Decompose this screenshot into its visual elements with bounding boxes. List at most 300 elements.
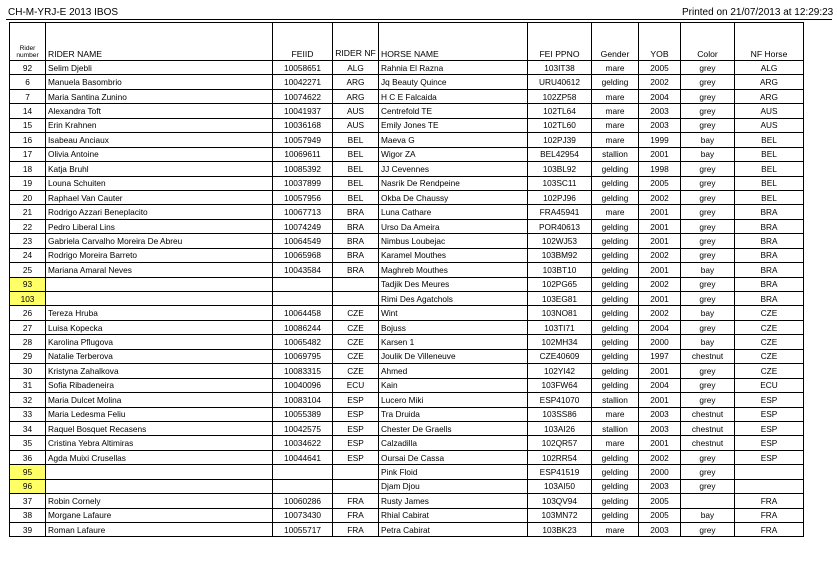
cell-feiid: 10067713 (273, 205, 333, 219)
cell-feiid: 10041937 (273, 104, 333, 118)
cell-color: grey (681, 162, 735, 176)
cell-color: chestnut (681, 349, 735, 363)
cell-rider-number: 18 (10, 162, 46, 176)
cell-rider-nf: BEL (333, 162, 379, 176)
table-row (10, 421, 804, 435)
cell-gender: mare (592, 133, 639, 147)
cell-fei-ppno: 103BM92 (528, 248, 592, 262)
cell-feiid: 10074249 (273, 219, 333, 233)
cell-nf-horse: BRA (735, 205, 804, 219)
table-row (10, 263, 804, 277)
cell-gender: mare (592, 104, 639, 118)
cell-gender: mare (592, 523, 639, 537)
cell-gender: stallion (592, 147, 639, 161)
cell-color: grey (681, 104, 735, 118)
cell-horse-name: Karsen 1 (379, 335, 528, 349)
cell-gender: gelding (592, 234, 639, 248)
cell-rider-name: Maria Dulcet Molina (46, 393, 273, 407)
cell-yob: 2004 (639, 378, 681, 392)
col-header-feiid: FEIID (273, 23, 333, 61)
cell-yob: 2001 (639, 436, 681, 450)
cell-gender: stallion (592, 393, 639, 407)
cell-horse-name: Centrefold TE (379, 104, 528, 118)
table-row (10, 104, 804, 118)
cell-rider-number: 14 (10, 104, 46, 118)
cell-nf-horse (735, 465, 804, 479)
table-row (10, 162, 804, 176)
cell-rider-nf: FRA (333, 523, 379, 537)
cell-feiid: 10069795 (273, 349, 333, 363)
cell-rider-number: 39 (10, 523, 46, 537)
cell-feiid: 10083315 (273, 364, 333, 378)
cell-gender: gelding (592, 277, 639, 291)
cell-yob: 2000 (639, 335, 681, 349)
cell-rider-nf: CZE (333, 349, 379, 363)
cell-nf-horse: ARG (735, 89, 804, 103)
cell-yob: 2002 (639, 248, 681, 262)
table-row (10, 320, 804, 334)
cell-feiid: 10060286 (273, 494, 333, 508)
cell-rider-name: Sofia Ribadeneira (46, 378, 273, 392)
table-body (10, 61, 804, 537)
cell-color: chestnut (681, 407, 735, 421)
cell-color: grey (681, 479, 735, 493)
cell-nf-horse: BEL (735, 190, 804, 204)
cell-feiid (273, 465, 333, 479)
cell-horse-name: Djam Djou (379, 479, 528, 493)
cell-rider-number: 19 (10, 176, 46, 190)
cell-nf-horse: FRA (735, 523, 804, 537)
cell-yob: 2003 (639, 104, 681, 118)
cell-horse-name: Okba De Chaussy (379, 190, 528, 204)
cell-nf-horse: BRA (735, 263, 804, 277)
cell-horse-name: Tra Druida (379, 407, 528, 421)
cell-rider-name: Karolina Pflugova (46, 335, 273, 349)
cell-rider-number: 35 (10, 436, 46, 450)
cell-fei-ppno: 103NO81 (528, 306, 592, 320)
cell-rider-name: Louna Schuiten (46, 176, 273, 190)
cell-rider-name: Rodrigo Azzari Beneplacito (46, 205, 273, 219)
cell-fei-ppno: BEL42954 (528, 147, 592, 161)
cell-horse-name: H C E Falcaida (379, 89, 528, 103)
cell-feiid: 10086244 (273, 320, 333, 334)
cell-horse-name: Petra Cabirat (379, 523, 528, 537)
cell-feiid: 10040096 (273, 378, 333, 392)
cell-yob: 2003 (639, 479, 681, 493)
cell-horse-name: Rimi Des Agatchols (379, 292, 528, 306)
cell-yob: 2002 (639, 277, 681, 291)
cell-rider-number: 16 (10, 133, 46, 147)
cell-nf-horse (735, 479, 804, 493)
table-row (10, 407, 804, 421)
col-header-color: Color (681, 23, 735, 61)
cell-color: grey (681, 234, 735, 248)
cell-rider-number: 23 (10, 234, 46, 248)
cell-nf-horse: BRA (735, 277, 804, 291)
col-header-rider-name: RIDER NAME (46, 23, 273, 61)
cell-nf-horse: CZE (735, 349, 804, 363)
cell-color: grey (681, 205, 735, 219)
cell-rider-name (46, 277, 273, 291)
cell-gender: gelding (592, 190, 639, 204)
cell-fei-ppno: 103IT38 (528, 61, 592, 75)
cell-rider-number: 22 (10, 219, 46, 233)
cell-rider-number: 28 (10, 335, 46, 349)
cell-fei-ppno: 103BK23 (528, 523, 592, 537)
cell-rider-nf: CZE (333, 320, 379, 334)
cell-fei-ppno: 102MH34 (528, 335, 592, 349)
cell-rider-name: Raquel Bosquet Recasens (46, 421, 273, 435)
cell-rider-name: Rodrigo Moreira Barreto (46, 248, 273, 262)
cell-gender: mare (592, 61, 639, 75)
cell-feiid: 10073430 (273, 508, 333, 522)
cell-rider-number: 33 (10, 407, 46, 421)
cell-color: bay (681, 147, 735, 161)
cell-nf-horse: BEL (735, 162, 804, 176)
table-row (10, 118, 804, 132)
col-header-fei-ppno: FEI PPNO (528, 23, 592, 61)
table-row (10, 190, 804, 204)
cell-rider-nf: ESP (333, 407, 379, 421)
cell-rider-name: Cristina Yebra Altimiras (46, 436, 273, 450)
col-header-nf-horse: NF Horse (735, 23, 804, 61)
cell-yob: 2003 (639, 523, 681, 537)
cell-horse-name: Rhial Cabirat (379, 508, 528, 522)
cell-yob: 2005 (639, 61, 681, 75)
cell-nf-horse: ESP (735, 436, 804, 450)
cell-rider-number: 34 (10, 421, 46, 435)
cell-fei-ppno: ESP41519 (528, 465, 592, 479)
cell-rider-number: 26 (10, 306, 46, 320)
cell-yob: 2001 (639, 263, 681, 277)
cell-rider-number: 20 (10, 190, 46, 204)
cell-fei-ppno: 103QV94 (528, 494, 592, 508)
cell-horse-name: Oursai De Cassa (379, 450, 528, 464)
cell-gender: gelding (592, 479, 639, 493)
cell-rider-name: Manuela Basombrio (46, 75, 273, 89)
cell-fei-ppno: 103BT10 (528, 263, 592, 277)
cell-yob: 2002 (639, 306, 681, 320)
table-row (10, 219, 804, 233)
cell-rider-nf: ESP (333, 450, 379, 464)
cell-gender: mare (592, 89, 639, 103)
cell-horse-name: Nimbus Loubejac (379, 234, 528, 248)
cell-horse-name: Bojuss (379, 320, 528, 334)
cell-nf-horse: CZE (735, 364, 804, 378)
cell-rider-number: 29 (10, 349, 46, 363)
cell-rider-name: Morgane Lafaure (46, 508, 273, 522)
cell-rider-nf: BRA (333, 263, 379, 277)
cell-gender: gelding (592, 349, 639, 363)
table-row (10, 176, 804, 190)
col-header-rider-nf: RIDER NF (333, 23, 379, 61)
cell-fei-ppno: 103EG81 (528, 292, 592, 306)
cell-rider-nf: ESP (333, 393, 379, 407)
table-row (10, 234, 804, 248)
cell-nf-horse: ECU (735, 378, 804, 392)
cell-feiid (273, 277, 333, 291)
event-title: CH-M-YRJ-E 2013 IBOS (8, 7, 119, 18)
cell-feiid: 10042271 (273, 75, 333, 89)
cell-nf-horse: ESP (735, 450, 804, 464)
cell-nf-horse: CZE (735, 335, 804, 349)
cell-fei-ppno: 102RR54 (528, 450, 592, 464)
cell-yob: 2001 (639, 147, 681, 161)
cell-rider-name: Maria Santina Zunino (46, 89, 273, 103)
cell-rider-number: 7 (10, 89, 46, 103)
cell-gender: gelding (592, 450, 639, 464)
cell-fei-ppno: 103AI26 (528, 421, 592, 435)
cell-nf-horse: BEL (735, 147, 804, 161)
cell-horse-name: Rahnia El Razna (379, 61, 528, 75)
table-row (10, 292, 804, 306)
cell-rider-name: Pedro Liberal Lins (46, 219, 273, 233)
cell-rider-name: Maria Ledesma Feliu (46, 407, 273, 421)
cell-rider-nf: ARG (333, 89, 379, 103)
cell-rider-name: Luisa Kopecka (46, 320, 273, 334)
cell-horse-name: Rusty James (379, 494, 528, 508)
cell-rider-nf: CZE (333, 306, 379, 320)
cell-color: bay (681, 335, 735, 349)
cell-yob: 2001 (639, 205, 681, 219)
cell-fei-ppno: 103AI50 (528, 479, 592, 493)
cell-rider-name: Kristyna Zahalkova (46, 364, 273, 378)
cell-rider-number: 21 (10, 205, 46, 219)
cell-nf-horse: BRA (735, 219, 804, 233)
cell-fei-ppno: 102PJ96 (528, 190, 592, 204)
table-row (10, 335, 804, 349)
cell-color: grey (681, 190, 735, 204)
cell-horse-name: Luna Cathare (379, 205, 528, 219)
cell-yob: 2002 (639, 190, 681, 204)
cell-rider-nf: BEL (333, 147, 379, 161)
cell-rider-name: Robin Cornely (46, 494, 273, 508)
cell-yob: 1999 (639, 133, 681, 147)
cell-rider-name: Tereza Hruba (46, 306, 273, 320)
cell-gender: gelding (592, 306, 639, 320)
table-row (10, 147, 804, 161)
cell-fei-ppno: 103TI71 (528, 320, 592, 334)
cell-horse-name: Emily Jones TE (379, 118, 528, 132)
cell-rider-nf: ESP (333, 421, 379, 435)
cell-rider-number: 25 (10, 263, 46, 277)
cell-fei-ppno: 102WJ53 (528, 234, 592, 248)
cell-feiid: 10042575 (273, 421, 333, 435)
cell-fei-ppno: 103MN72 (528, 508, 592, 522)
cell-feiid: 10074622 (273, 89, 333, 103)
cell-fei-ppno: 102ZP58 (528, 89, 592, 103)
cell-color: chestnut (681, 436, 735, 450)
cell-rider-nf: AUS (333, 104, 379, 118)
cell-rider-number: 27 (10, 320, 46, 334)
cell-horse-name: Joulik De Villeneuve (379, 349, 528, 363)
table-header-row (10, 23, 804, 61)
cell-rider-number: 32 (10, 393, 46, 407)
cell-feiid: 10034622 (273, 436, 333, 450)
cell-color (681, 494, 735, 508)
cell-yob: 2002 (639, 75, 681, 89)
cell-rider-number: 96 (10, 479, 46, 493)
cell-feiid: 10055389 (273, 407, 333, 421)
cell-color: grey (681, 118, 735, 132)
table-row (10, 306, 804, 320)
cell-feiid: 10085392 (273, 162, 333, 176)
cell-fei-ppno: URU40612 (528, 75, 592, 89)
cell-gender: gelding (592, 508, 639, 522)
table-row (10, 89, 804, 103)
table-row (10, 248, 804, 262)
cell-color: grey (681, 277, 735, 291)
table-row (10, 393, 804, 407)
table-row (10, 133, 804, 147)
cell-color: grey (681, 219, 735, 233)
cell-yob: 2001 (639, 219, 681, 233)
cell-fei-ppno: 102PJ39 (528, 133, 592, 147)
cell-feiid: 10044641 (273, 450, 333, 464)
cell-rider-name (46, 465, 273, 479)
cell-gender: gelding (592, 320, 639, 334)
table-row (10, 508, 804, 522)
cell-fei-ppno: CZE40609 (528, 349, 592, 363)
cell-rider-name: Katja Bruhl (46, 162, 273, 176)
cell-nf-horse: AUS (735, 118, 804, 132)
table-row (10, 205, 804, 219)
cell-gender: gelding (592, 494, 639, 508)
cell-color: grey (681, 523, 735, 537)
cell-nf-horse: ALG (735, 61, 804, 75)
table-row (10, 61, 804, 75)
cell-rider-name: Raphael Van Cauter (46, 190, 273, 204)
cell-rider-nf: BEL (333, 176, 379, 190)
cell-rider-number: 30 (10, 364, 46, 378)
cell-rider-number: 103 (10, 292, 46, 306)
cell-horse-name: Chester De Graells (379, 421, 528, 435)
cell-feiid: 10057949 (273, 133, 333, 147)
cell-yob: 2001 (639, 393, 681, 407)
cell-nf-horse: ARG (735, 75, 804, 89)
cell-rider-name: Mariana Amaral Neves (46, 263, 273, 277)
cell-rider-number: 6 (10, 75, 46, 89)
cell-rider-nf: CZE (333, 364, 379, 378)
cell-color: grey (681, 61, 735, 75)
cell-color: bay (681, 133, 735, 147)
cell-feiid: 10083104 (273, 393, 333, 407)
cell-feiid: 10057956 (273, 190, 333, 204)
cell-horse-name: Nasrik De Rendpeine (379, 176, 528, 190)
cell-horse-name: Lucero Miki (379, 393, 528, 407)
cell-color: grey (681, 248, 735, 262)
cell-gender: gelding (592, 378, 639, 392)
cell-yob: 2003 (639, 407, 681, 421)
cell-nf-horse: BEL (735, 133, 804, 147)
cell-yob: 2005 (639, 494, 681, 508)
cell-rider-nf (333, 277, 379, 291)
cell-color: grey (681, 465, 735, 479)
cell-gender: gelding (592, 75, 639, 89)
cell-nf-horse: BRA (735, 292, 804, 306)
cell-rider-number: 37 (10, 494, 46, 508)
cell-yob: 2003 (639, 421, 681, 435)
cell-nf-horse: ESP (735, 421, 804, 435)
cell-rider-number: 15 (10, 118, 46, 132)
cell-fei-ppno: 103SC11 (528, 176, 592, 190)
cell-feiid: 10036168 (273, 118, 333, 132)
cell-horse-name: JJ Cevennes (379, 162, 528, 176)
cell-color: grey (681, 320, 735, 334)
cell-rider-number: 92 (10, 61, 46, 75)
cell-gender: gelding (592, 176, 639, 190)
cell-rider-nf: BRA (333, 205, 379, 219)
cell-rider-number: 95 (10, 465, 46, 479)
table-row (10, 436, 804, 450)
cell-color: grey (681, 393, 735, 407)
print-timestamp: Printed on 21/07/2013 at 12:29:23 (682, 7, 834, 18)
cell-rider-name: Isabeau Anciaux (46, 133, 273, 147)
col-header-horse-name: HORSE NAME (379, 23, 528, 61)
cell-color: grey (681, 75, 735, 89)
cell-rider-number: 31 (10, 378, 46, 392)
cell-color: grey (681, 292, 735, 306)
cell-yob: 2001 (639, 234, 681, 248)
cell-gender: gelding (592, 248, 639, 262)
cell-gender: mare (592, 205, 639, 219)
cell-yob: 2001 (639, 292, 681, 306)
cell-color: grey (681, 176, 735, 190)
cell-gender: gelding (592, 219, 639, 233)
cell-yob: 2005 (639, 508, 681, 522)
cell-nf-horse: AUS (735, 104, 804, 118)
cell-color: grey (681, 364, 735, 378)
cell-rider-nf: BRA (333, 248, 379, 262)
cell-color: bay (681, 263, 735, 277)
cell-yob: 2001 (639, 364, 681, 378)
cell-feiid: 10058651 (273, 61, 333, 75)
cell-rider-nf: BRA (333, 234, 379, 248)
cell-rider-nf: ECU (333, 378, 379, 392)
table-row (10, 378, 804, 392)
cell-gender: gelding (592, 465, 639, 479)
cell-feiid: 10064549 (273, 234, 333, 248)
cell-gender: mare (592, 407, 639, 421)
cell-feiid: 10037899 (273, 176, 333, 190)
cell-fei-ppno: 102TL60 (528, 118, 592, 132)
cell-yob: 2005 (639, 176, 681, 190)
cell-rider-name: Roman Lafaure (46, 523, 273, 537)
cell-feiid: 10065968 (273, 248, 333, 262)
cell-rider-name: Agda Muixi Crusellas (46, 450, 273, 464)
cell-horse-name: Calzadilla (379, 436, 528, 450)
cell-horse-name: Kain (379, 378, 528, 392)
cell-rider-nf (333, 465, 379, 479)
cell-fei-ppno: 103BL92 (528, 162, 592, 176)
cell-nf-horse: ESP (735, 393, 804, 407)
cell-nf-horse: CZE (735, 306, 804, 320)
cell-feiid (273, 292, 333, 306)
cell-color: grey (681, 450, 735, 464)
cell-nf-horse: ESP (735, 407, 804, 421)
cell-nf-horse: BRA (735, 248, 804, 262)
table-row (10, 523, 804, 537)
cell-fei-ppno: 102QR57 (528, 436, 592, 450)
cell-fei-ppno: 102YI42 (528, 364, 592, 378)
cell-fei-ppno: FRA45941 (528, 205, 592, 219)
cell-yob: 1997 (639, 349, 681, 363)
cell-gender: gelding (592, 364, 639, 378)
cell-color: grey (681, 89, 735, 103)
col-header-yob: YOB (639, 23, 681, 61)
table-row (10, 479, 804, 493)
cell-horse-name: Pink Floid (379, 465, 528, 479)
